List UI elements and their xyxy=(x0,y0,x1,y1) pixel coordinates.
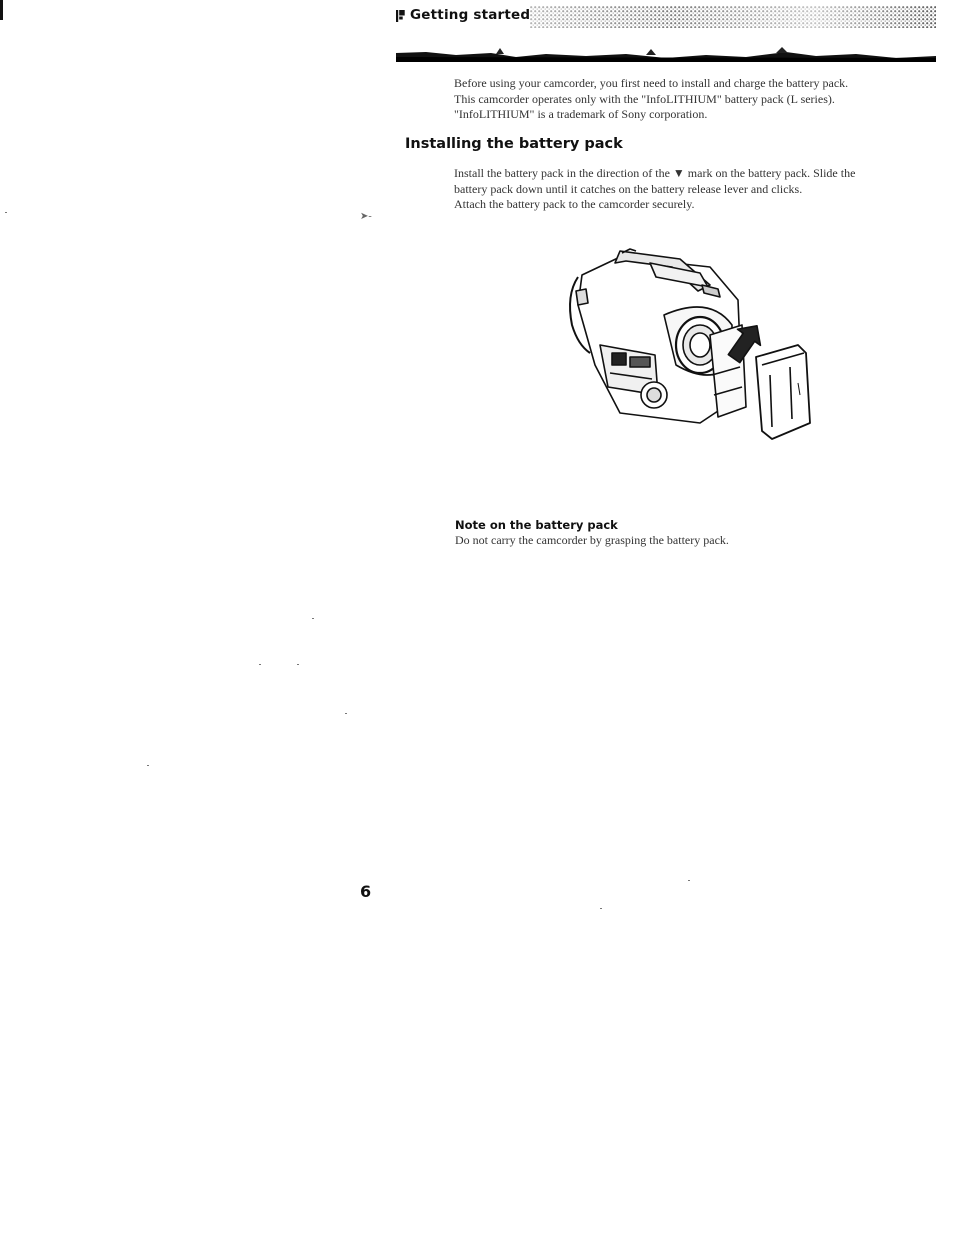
instruction-line: battery pack down until it catches on the battery release lever and clicks. xyxy=(454,181,803,196)
page-header xyxy=(396,4,936,30)
scan-speck xyxy=(345,713,347,714)
scan-speck xyxy=(600,908,602,909)
intro-line: Before using your camcorder, you first need to install and charge the battery pack. xyxy=(454,76,849,90)
scan-speck xyxy=(312,618,314,619)
scan-mark: ➤- xyxy=(360,211,372,222)
instruction-line: Install the battery pack in the direction of the ▼ mark on the battery pack. Slide the xyxy=(454,166,856,180)
scan-speck xyxy=(5,212,7,213)
section-title: Getting started xyxy=(410,7,531,23)
instruction-line: Attach the battery pack to the camcorder securely. xyxy=(454,197,695,211)
scan-speck xyxy=(147,765,149,766)
scan-speck xyxy=(297,664,299,665)
note-heading: Note on the battery pack xyxy=(455,518,618,532)
camcorder-battery-installation-illustration xyxy=(560,245,820,450)
header-halftone-decoration xyxy=(530,6,936,28)
scan-speck xyxy=(259,664,261,665)
intro-line: This camcorder operates only with the "InfoLITHIUM" battery pack (L series). xyxy=(454,91,835,106)
intro-paragraph xyxy=(454,76,924,123)
installing-heading: Installing the battery pack xyxy=(405,136,623,152)
page-number: 6 xyxy=(360,882,372,901)
note-text: Do not carry the camcorder by grasping the battery pack. xyxy=(455,533,729,547)
section-marker-icon xyxy=(396,10,405,22)
scan-speck xyxy=(688,880,690,881)
header-band-decoration xyxy=(396,46,936,62)
margin-rule xyxy=(0,0,3,20)
intro-line: "InfoLITHIUM" is a trademark of Sony corporation. xyxy=(454,107,708,121)
install-instructions xyxy=(454,166,924,213)
